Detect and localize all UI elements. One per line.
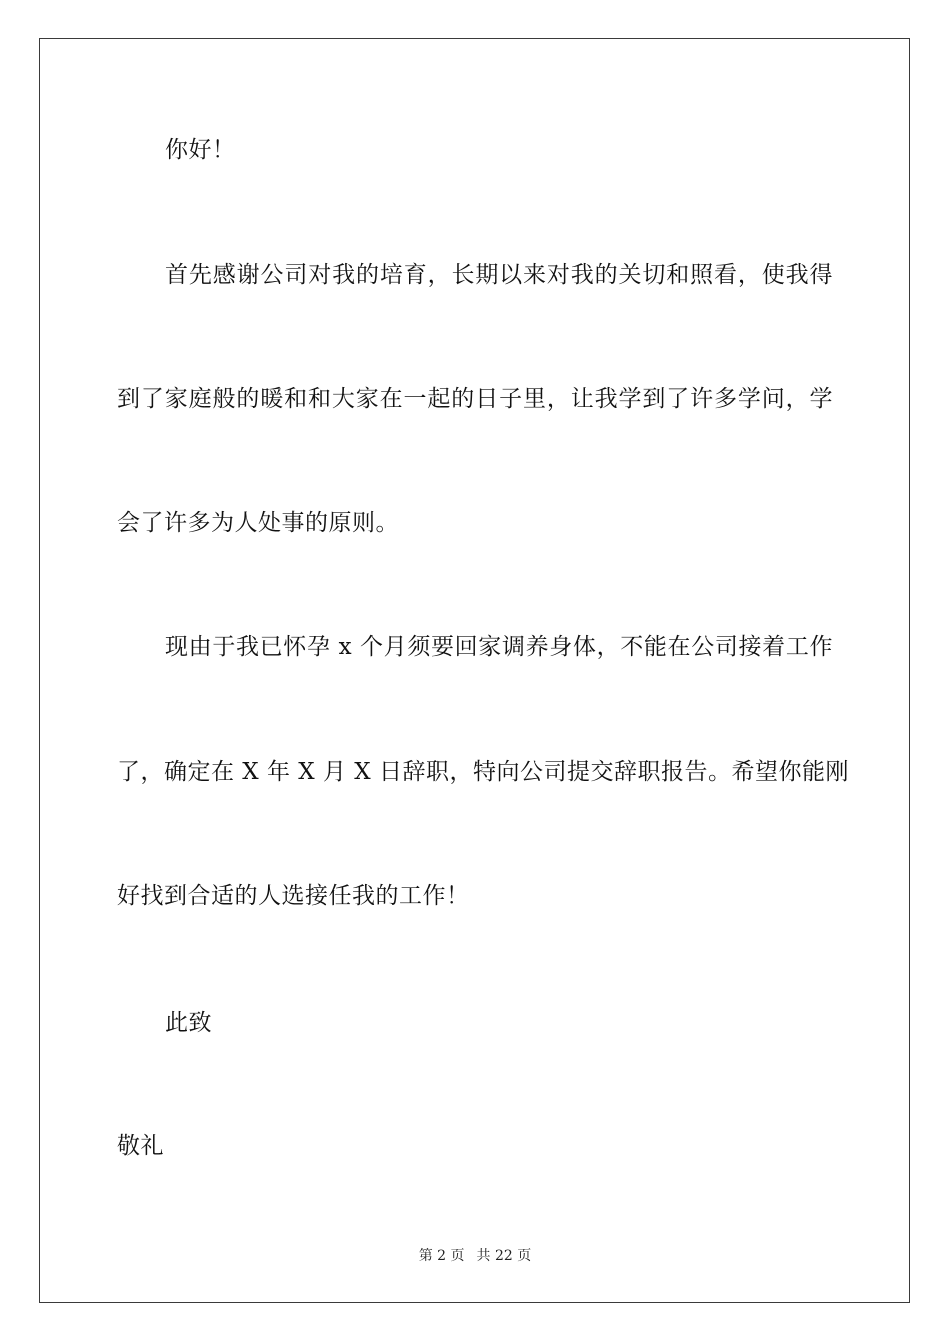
paragraph1-line2: 到了家庭般的暖和和大家在一起的日子里，让我学到了许多学问，学 [117,386,833,412]
salutation: 敬礼 [117,1133,164,1159]
paragraph2-line3: 好找到合适的人选接任我的工作！ [117,883,470,909]
page-footer [0,1246,950,1266]
paragraph1-line3: 会了许多为人处事的原则。 [117,510,399,536]
closing: 此致 [165,1010,212,1036]
paragraph1-line1: 首先感谢公司对我的培育，长期以来对我的关切和照看，使我得 [165,262,833,288]
page-number: 第 2 页 [418,1248,465,1264]
paragraph2-line1: 现由于我已怀孕 x 个月须要回家调养身体，不能在公司接着工作 [165,634,833,660]
page-total: 共 22 页 [476,1248,532,1264]
greeting: 你好！ [165,137,236,163]
paragraph2-line2: 了，确定在 X 年 X 月 X 日辞职，特向公司提交辞职报告。希望你能刚 [117,759,849,785]
page-frame [39,38,910,1303]
